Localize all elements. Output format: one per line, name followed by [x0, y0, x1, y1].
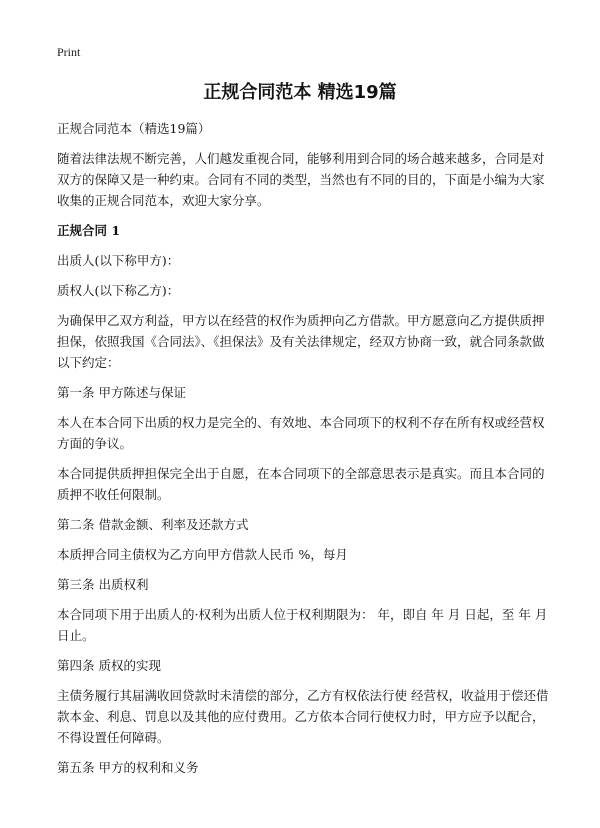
pledgor-line: 出质人(以下称甲方)： [57, 253, 180, 268]
pledgee-line: 质权人(以下称乙方)： [57, 283, 180, 298]
article-3-heading: 第三条 出质权利 [57, 577, 149, 592]
article-1-heading: 第一条 甲方陈述与保证 [57, 385, 186, 400]
article-4-paragraph: 主债务履行其届满收回贷款时未清偿的部分，乙方有权依法行使 经营权，收益用于偿还借款本金、利息、罚息以及其他的应付费用。乙方依本合同行使权力时，甲方应予以配合，不得设置任何障碍。 [57, 688, 549, 745]
article-4-heading: 第四条 质权的实现 [57, 658, 161, 673]
article-2-heading: 第二条 借款金额、利率及还款方式 [57, 517, 249, 532]
article-5-heading: 第五条 甲方的权利和义务 [57, 760, 199, 775]
print-link[interactable]: Print [57, 45, 81, 59]
document-body [57, 118, 551, 787]
intro-paragraph: 随着法律法规不断完善，人们越发重视合同，能够利用到合同的场合越来越多，合同是对双方的保障又是一种约束。合同有不同的类型，当然也有不同的目的，下面是小编为大家收集的正规合同范本，欢迎大家分享。 [57, 151, 545, 208]
article-3-paragraph: 本合同项下用于出质人的·权利为出质人位于权利期限为： 年，即自 年 月 日起，至 年 月 日止。 [57, 607, 548, 643]
document-subtitle: 正规合同范本（精选19篇） [57, 121, 211, 136]
article-1-paragraph-1: 本人在本合同下出质的权力是完全的、有效地、本合同项下的权利不存在所有权或经营权方面的争议。 [57, 415, 545, 451]
section-heading: 正规合同 1 [57, 223, 121, 238]
article-2-paragraph: 本质押合同主债权为乙方向甲方借款人民币 %，每月 [57, 547, 348, 562]
article-1-paragraph-2: 本合同提供质押担保完全出于自愿，在本合同项下的全部意思表示是真实。而且本合同的质押不收任何限制。 [57, 466, 545, 502]
preamble-paragraph: 为确保甲乙双方利益，甲方以在经营的权作为质押向乙方借款。甲方愿意向乙方提供质押担保，依照我国《合同法》、《担保法》及有关法律规定，经双方协商一致，就合同条款做以下约定： [57, 313, 545, 370]
document-title: 正规合同范本 精选19篇 [203, 82, 397, 103]
